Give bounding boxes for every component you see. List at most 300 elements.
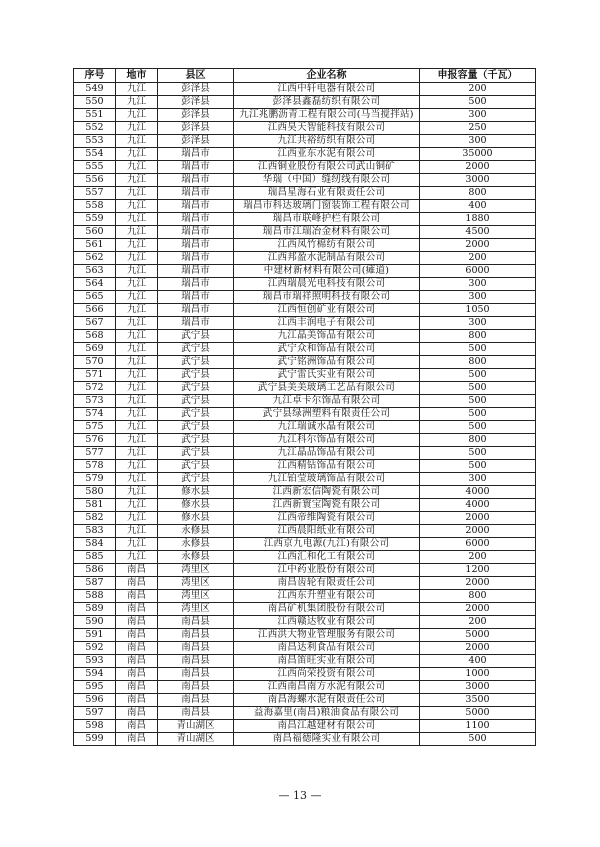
table-row [74, 642, 536, 655]
company-name-cell: 江西汇和化工有限公司 [234, 551, 420, 564]
county-cell: 武宁县 [158, 395, 234, 408]
table-row [74, 473, 536, 486]
table-row [74, 499, 536, 512]
county-cell: 永修县 [158, 538, 234, 551]
serial-cell: 561 [74, 239, 116, 252]
capacity-cell: 2000 [420, 239, 536, 252]
capacity-cell: 1100 [420, 720, 536, 733]
table-row [74, 304, 536, 317]
header-row [74, 69, 536, 83]
city-cell: 九江 [116, 265, 158, 278]
serial-cell: 552 [74, 122, 116, 135]
table-row [74, 343, 536, 356]
capacity-cell: 200 [420, 551, 536, 564]
company-name-cell: 江中药业股份有限公司 [234, 564, 420, 577]
company-name-cell: 江西瑞晨光电科技有限公司 [234, 278, 420, 291]
capacity-cell: 500 [420, 343, 536, 356]
table-row [74, 122, 536, 135]
company-name-cell: 九江兆鹏沥青工程有限公司(马当搅拌站) [234, 109, 420, 122]
county-cell: 南昌县 [158, 642, 234, 655]
capacity-cell: 800 [420, 330, 536, 343]
capacity-cell: 3000 [420, 174, 536, 187]
county-cell: 湾里区 [158, 577, 234, 590]
city-cell: 九江 [116, 213, 158, 226]
city-cell: 九江 [116, 551, 158, 564]
city-cell: 九江 [116, 226, 158, 239]
serial-cell: 567 [74, 317, 116, 330]
serial-cell: 584 [74, 538, 116, 551]
county-cell: 瑞昌市 [158, 239, 234, 252]
county-cell: 湾里区 [158, 590, 234, 603]
county-cell: 瑞昌市 [158, 317, 234, 330]
serial-cell: 589 [74, 603, 116, 616]
capacity-cell: 500 [420, 733, 536, 746]
capacity-cell: 800 [420, 356, 536, 369]
serial-cell: 595 [74, 681, 116, 694]
county-cell: 武宁县 [158, 421, 234, 434]
county-cell: 武宁县 [158, 408, 234, 421]
table-row [74, 421, 536, 434]
header-county: 县区 [158, 69, 234, 83]
serial-cell: 554 [74, 148, 116, 161]
company-name-cell: 益海嘉里(南昌)粮油食品有限公司 [234, 707, 420, 720]
table-row [74, 330, 536, 343]
capacity-cell: 200 [420, 83, 536, 96]
serial-cell: 592 [74, 642, 116, 655]
table-row [74, 382, 536, 395]
serial-cell: 551 [74, 109, 116, 122]
capacity-cell: 300 [420, 109, 536, 122]
serial-cell: 590 [74, 616, 116, 629]
company-name-cell: 九江晶美饰品有限公司 [234, 330, 420, 343]
city-cell: 九江 [116, 408, 158, 421]
company-name-cell: 江西邦盈水泥制品有限公司 [234, 252, 420, 265]
county-cell: 修水县 [158, 499, 234, 512]
company-name-cell: 南昌江越建材有限公司 [234, 720, 420, 733]
city-cell: 九江 [116, 512, 158, 525]
county-cell: 彭泽县 [158, 83, 234, 96]
company-name-cell: 九江铂莹玻璃饰品有限公司 [234, 473, 420, 486]
capacity-cell: 4500 [420, 226, 536, 239]
county-cell: 武宁县 [158, 356, 234, 369]
company-name-cell: 江西恒创矿业有限公司 [234, 304, 420, 317]
company-name-cell: 南昌福德隆实业有限公司 [234, 733, 420, 746]
table-row [74, 200, 536, 213]
capacity-cell: 800 [420, 590, 536, 603]
county-cell: 修水县 [158, 486, 234, 499]
table-body [74, 83, 536, 746]
capacity-cell: 3500 [420, 694, 536, 707]
table-row [74, 265, 536, 278]
capacity-cell: 400 [420, 655, 536, 668]
serial-cell: 591 [74, 629, 116, 642]
serial-cell: 588 [74, 590, 116, 603]
city-cell: 南昌 [116, 668, 158, 681]
city-cell: 九江 [116, 538, 158, 551]
header-city: 地市 [116, 69, 158, 83]
company-name-cell: 瑞昌市联峰护栏有限公司 [234, 213, 420, 226]
county-cell: 武宁县 [158, 447, 234, 460]
company-name-cell: 九江卓卡尔饰品有限公司 [234, 395, 420, 408]
serial-cell: 582 [74, 512, 116, 525]
table-row [74, 694, 536, 707]
city-cell: 九江 [116, 486, 158, 499]
city-cell: 九江 [116, 447, 158, 460]
table-row [74, 174, 536, 187]
serial-cell: 550 [74, 96, 116, 109]
company-name-cell: 江西帝维陶瓷有限公司 [234, 512, 420, 525]
city-cell: 九江 [116, 343, 158, 356]
city-cell: 九江 [116, 83, 158, 96]
table-row [74, 278, 536, 291]
serial-cell: 581 [74, 499, 116, 512]
city-cell: 南昌 [116, 720, 158, 733]
table-row [74, 447, 536, 460]
table-row [74, 252, 536, 265]
county-cell: 南昌县 [158, 694, 234, 707]
city-cell: 南昌 [116, 629, 158, 642]
city-cell: 九江 [116, 330, 158, 343]
table-row [74, 538, 536, 551]
company-name-cell: 九江瑞诚水晶有限公司 [234, 421, 420, 434]
capacity-cell: 500 [420, 382, 536, 395]
city-cell: 九江 [116, 109, 158, 122]
city-cell: 九江 [116, 174, 158, 187]
county-cell: 瑞昌市 [158, 265, 234, 278]
serial-cell: 568 [74, 330, 116, 343]
capacity-cell: 1050 [420, 304, 536, 317]
county-cell: 瑞昌市 [158, 187, 234, 200]
table-row [74, 408, 536, 421]
county-cell: 武宁县 [158, 343, 234, 356]
header-capacity: 申报容量（千瓦） [420, 69, 536, 83]
city-cell: 九江 [116, 421, 158, 434]
table-row [74, 707, 536, 720]
capacity-cell: 4000 [420, 499, 536, 512]
county-cell: 永修县 [158, 551, 234, 564]
company-name-cell: 瑞昌星海石业有限责任公司 [234, 187, 420, 200]
serial-cell: 565 [74, 291, 116, 304]
company-name-cell: 九江共裕纺织有限公司 [234, 135, 420, 148]
company-name-cell: 江西铜业股份有限公司武山铜矿 [234, 161, 420, 174]
city-cell: 南昌 [116, 642, 158, 655]
capacity-cell: 35000 [420, 148, 536, 161]
city-cell: 南昌 [116, 577, 158, 590]
county-cell: 彭泽县 [158, 135, 234, 148]
capacity-cell: 5000 [420, 629, 536, 642]
serial-cell: 599 [74, 733, 116, 746]
city-cell: 南昌 [116, 603, 158, 616]
company-name-cell: 九江晶品饰品有限公司 [234, 447, 420, 460]
table-row [74, 590, 536, 603]
county-cell: 武宁县 [158, 382, 234, 395]
company-name-cell: 江西精钻饰品有限公司 [234, 460, 420, 473]
table-row [74, 317, 536, 330]
table-row [74, 629, 536, 642]
capacity-cell: 4000 [420, 486, 536, 499]
company-name-cell: 南昌笛旺实业有限公司 [234, 655, 420, 668]
county-cell: 瑞昌市 [158, 161, 234, 174]
county-cell: 彭泽县 [158, 96, 234, 109]
table-row [74, 239, 536, 252]
serial-cell: 553 [74, 135, 116, 148]
serial-cell: 573 [74, 395, 116, 408]
table-row [74, 434, 536, 447]
capacity-cell: 3000 [420, 681, 536, 694]
county-cell: 修水县 [158, 512, 234, 525]
serial-cell: 571 [74, 369, 116, 382]
city-cell: 九江 [116, 161, 158, 174]
table-row [74, 681, 536, 694]
serial-cell: 563 [74, 265, 116, 278]
capacity-cell: 2000 [420, 603, 536, 616]
city-cell: 九江 [116, 187, 158, 200]
serial-cell: 569 [74, 343, 116, 356]
company-name-cell: 华瑞（中国）缝纫线有限公司 [234, 174, 420, 187]
city-cell: 九江 [116, 239, 158, 252]
capacity-cell: 300 [420, 135, 536, 148]
capacity-cell: 500 [420, 408, 536, 421]
city-cell: 九江 [116, 148, 158, 161]
capacity-cell: 250 [420, 122, 536, 135]
serial-cell: 570 [74, 356, 116, 369]
table-row [74, 577, 536, 590]
capacity-cell: 500 [420, 447, 536, 460]
serial-cell: 586 [74, 564, 116, 577]
table-row [74, 616, 536, 629]
city-cell: 南昌 [116, 733, 158, 746]
serial-cell: 577 [74, 447, 116, 460]
city-cell: 九江 [116, 356, 158, 369]
city-cell: 南昌 [116, 681, 158, 694]
county-cell: 南昌县 [158, 616, 234, 629]
serial-cell: 558 [74, 200, 116, 213]
serial-cell: 597 [74, 707, 116, 720]
serial-cell: 566 [74, 304, 116, 317]
serial-cell: 598 [74, 720, 116, 733]
company-name-cell: 江西丰润电子有限公司 [234, 317, 420, 330]
city-cell: 南昌 [116, 616, 158, 629]
company-name-cell: 瑞昌市瑞祥照明科技有限公司 [234, 291, 420, 304]
table-row [74, 460, 536, 473]
serial-cell: 580 [74, 486, 116, 499]
city-cell: 南昌 [116, 564, 158, 577]
company-name-cell: 江西赣达牧业有限公司 [234, 616, 420, 629]
company-name-cell: 南昌海螺水泥有限责任公司 [234, 694, 420, 707]
company-name-cell: 江西尚荣投资有限公司 [234, 668, 420, 681]
serial-cell: 579 [74, 473, 116, 486]
serial-cell: 572 [74, 382, 116, 395]
capacity-cell: 300 [420, 291, 536, 304]
company-name-cell: 武宁县美美玻璃工艺品有限公司 [234, 382, 420, 395]
company-name-cell: 武宁众和饰品有限公司 [234, 343, 420, 356]
capacity-cell: 500 [420, 369, 536, 382]
company-name-cell: 江西中轩电器有限公司 [234, 83, 420, 96]
county-cell: 南昌县 [158, 629, 234, 642]
capacity-table [73, 68, 536, 746]
serial-cell: 556 [74, 174, 116, 187]
city-cell: 南昌 [116, 590, 158, 603]
serial-cell: 593 [74, 655, 116, 668]
serial-cell: 562 [74, 252, 116, 265]
table-row [74, 603, 536, 616]
capacity-cell: 2000 [420, 512, 536, 525]
company-name-cell: 武宁铭洲饰品有限公司 [234, 356, 420, 369]
serial-cell: 594 [74, 668, 116, 681]
county-cell: 青山湖区 [158, 733, 234, 746]
table-row [74, 135, 536, 148]
city-cell: 九江 [116, 200, 158, 213]
county-cell: 瑞昌市 [158, 291, 234, 304]
capacity-cell: 2000 [420, 161, 536, 174]
capacity-cell: 400 [420, 200, 536, 213]
county-cell: 彭泽县 [158, 109, 234, 122]
county-cell: 南昌县 [158, 655, 234, 668]
capacity-cell: 1200 [420, 564, 536, 577]
company-name-cell: 江西新寰宝陶瓷有限公司 [234, 499, 420, 512]
company-name-cell: 武宁雷氏实业有限公司 [234, 369, 420, 382]
company-name-cell: 江西东升塑业有限公司 [234, 590, 420, 603]
table-row [74, 551, 536, 564]
capacity-cell: 500 [420, 96, 536, 109]
table-row [74, 187, 536, 200]
header-company: 企业名称 [234, 69, 420, 83]
table-row [74, 668, 536, 681]
serial-cell: 560 [74, 226, 116, 239]
table-row [74, 395, 536, 408]
city-cell: 九江 [116, 135, 158, 148]
serial-cell: 587 [74, 577, 116, 590]
company-name-cell: 瑞昌市江瑞冶金材料有限公司 [234, 226, 420, 239]
city-cell: 九江 [116, 499, 158, 512]
city-cell: 九江 [116, 317, 158, 330]
county-cell: 南昌县 [158, 707, 234, 720]
company-name-cell: 江西凤竹棉纺有限公司 [234, 239, 420, 252]
county-cell: 瑞昌市 [158, 174, 234, 187]
county-cell: 湾里区 [158, 564, 234, 577]
city-cell: 九江 [116, 434, 158, 447]
county-cell: 瑞昌市 [158, 278, 234, 291]
county-cell: 武宁县 [158, 460, 234, 473]
serial-cell: 596 [74, 694, 116, 707]
table-row [74, 148, 536, 161]
serial-cell: 555 [74, 161, 116, 174]
capacity-cell: 300 [420, 278, 536, 291]
city-cell: 九江 [116, 122, 158, 135]
county-cell: 瑞昌市 [158, 213, 234, 226]
table-row [74, 356, 536, 369]
table-row [74, 486, 536, 499]
company-name-cell: 江西新宏信陶瓷有限公司 [234, 486, 420, 499]
company-name-cell: 南昌矿机集团股份有限公司 [234, 603, 420, 616]
company-name-cell: 江西昊天智能科技有限公司 [234, 122, 420, 135]
table-row [74, 83, 536, 96]
table-row [74, 733, 536, 746]
county-cell: 瑞昌市 [158, 200, 234, 213]
city-cell: 九江 [116, 252, 158, 265]
county-cell: 永修县 [158, 525, 234, 538]
county-cell: 青山湖区 [158, 720, 234, 733]
table-row [74, 96, 536, 109]
city-cell: 南昌 [116, 707, 158, 720]
serial-cell: 578 [74, 460, 116, 473]
company-name-cell: 中建材新材料有限公司(瘫道) [234, 265, 420, 278]
county-cell: 湾里区 [158, 603, 234, 616]
capacity-cell: 800 [420, 434, 536, 447]
company-name-cell: 江西晨阳纸业有限公司 [234, 525, 420, 538]
table-row [74, 109, 536, 122]
company-name-cell: 江西京九电源(九江)有限公司 [234, 538, 420, 551]
capacity-cell: 500 [420, 460, 536, 473]
county-cell: 彭泽县 [158, 122, 234, 135]
capacity-cell: 500 [420, 395, 536, 408]
serial-cell: 575 [74, 421, 116, 434]
table-row [74, 720, 536, 733]
county-cell: 瑞昌市 [158, 252, 234, 265]
company-name-cell: 武宁县绿洲塑料有限责任公司 [234, 408, 420, 421]
capacity-cell: 300 [420, 317, 536, 330]
capacity-cell: 6000 [420, 538, 536, 551]
city-cell: 九江 [116, 473, 158, 486]
capacity-cell: 200 [420, 616, 536, 629]
serial-cell: 576 [74, 434, 116, 447]
serial-cell: 583 [74, 525, 116, 538]
city-cell: 九江 [116, 460, 158, 473]
company-name-cell: 彭泽县鑫磊纺织有限公司 [234, 96, 420, 109]
capacity-cell: 2000 [420, 577, 536, 590]
company-name-cell: 南昌齿轮有限责任公司 [234, 577, 420, 590]
county-cell: 武宁县 [158, 434, 234, 447]
city-cell: 九江 [116, 96, 158, 109]
page-number: — 13 — [278, 789, 322, 802]
table-row [74, 226, 536, 239]
company-name-cell: 瑞昌市科达玻璃门窗装饰工程有限公司 [234, 200, 420, 213]
capacity-cell: 800 [420, 187, 536, 200]
capacity-cell: 200 [420, 252, 536, 265]
county-cell: 武宁县 [158, 330, 234, 343]
serial-cell: 559 [74, 213, 116, 226]
company-name-cell: 南昌达利食品有限公司 [234, 642, 420, 655]
serial-cell: 557 [74, 187, 116, 200]
company-name-cell: 江西亚东水泥有限公司 [234, 148, 420, 161]
city-cell: 南昌 [116, 655, 158, 668]
table-row [74, 291, 536, 304]
capacity-cell: 1000 [420, 668, 536, 681]
capacity-cell: 500 [420, 421, 536, 434]
capacity-cell: 300 [420, 473, 536, 486]
city-cell: 九江 [116, 291, 158, 304]
serial-cell: 564 [74, 278, 116, 291]
city-cell: 九江 [116, 382, 158, 395]
city-cell: 南昌 [116, 694, 158, 707]
table-row [74, 655, 536, 668]
table-row [74, 512, 536, 525]
company-name-cell: 江西洪大物业管理服务有限公司 [234, 629, 420, 642]
county-cell: 瑞昌市 [158, 226, 234, 239]
county-cell: 瑞昌市 [158, 304, 234, 317]
capacity-cell: 2000 [420, 642, 536, 655]
table-row [74, 564, 536, 577]
county-cell: 武宁县 [158, 369, 234, 382]
table-row [74, 161, 536, 174]
company-name-cell: 江西南昌南方水泥有限公司 [234, 681, 420, 694]
capacity-cell: 5000 [420, 707, 536, 720]
capacity-cell: 2000 [420, 525, 536, 538]
city-cell: 九江 [116, 395, 158, 408]
serial-cell: 549 [74, 83, 116, 96]
city-cell: 九江 [116, 369, 158, 382]
county-cell: 南昌县 [158, 681, 234, 694]
